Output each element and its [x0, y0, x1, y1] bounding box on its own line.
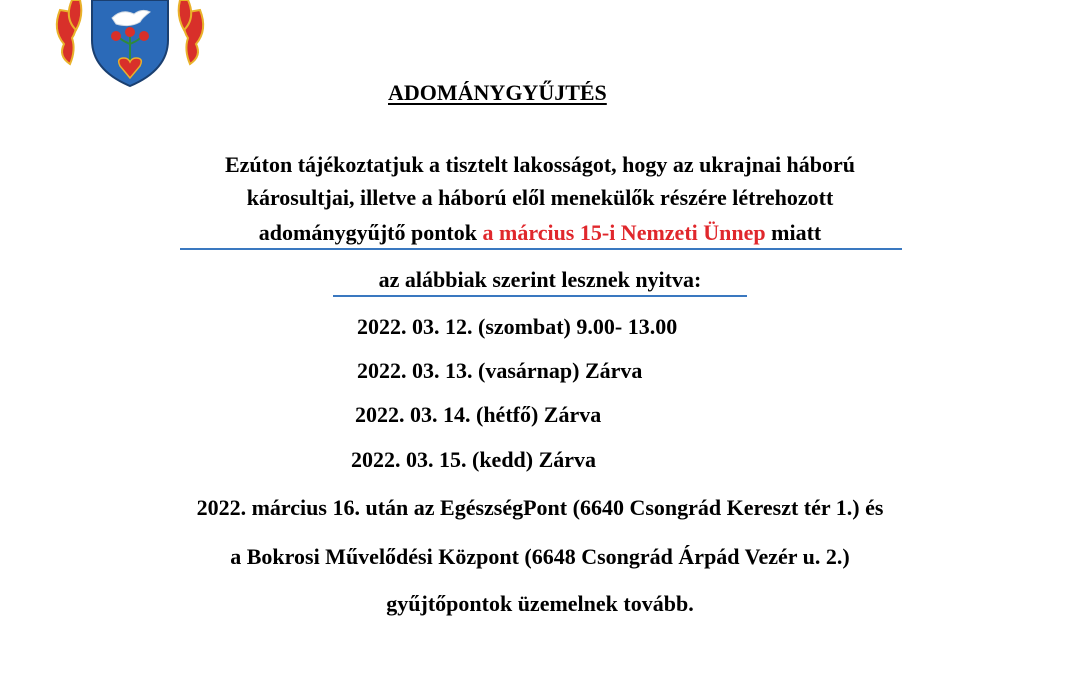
intro-line-3-start: adománygyűjtő pontok	[258, 220, 483, 245]
document-title: ADOMÁNYGYŰJTÉS	[388, 80, 607, 105]
schedule-item: 2022. 03. 15. (kedd) Zárva	[351, 447, 597, 472]
intro-line-2: károsultjai, illetve a háború elől menekülők részére létrehozott	[246, 185, 834, 210]
coat-of-arms-icon	[50, 0, 210, 90]
schedule-item: 2022. 03. 13. (vasárnap) Zárva	[357, 358, 643, 383]
intro-line-3	[0, 218, 1080, 248]
outro-line-2: a Bokrosi Művelődési Központ (6648 Csongrád Árpád Vezér u. 2.)	[230, 544, 850, 569]
schedule-item: 2022. 03. 12. (szombat) 9.00- 13.00	[357, 314, 678, 339]
schedule-item: 2022. 03. 14. (hétfő) Zárva	[355, 402, 602, 427]
blue-underline-1	[180, 248, 902, 250]
holiday-highlight: a március 15-i Nemzeti Ünnep	[482, 220, 766, 245]
outro-line-1: 2022. március 16. után az EgészségPont (6640 Csongrád Kereszt tér 1.) és	[196, 495, 884, 520]
intro-line-1: Ezúton tájékoztatjuk a tisztelt lakosságot, hogy az ukrajnai háború	[224, 152, 856, 177]
intro-line-3-end: miatt	[765, 220, 822, 245]
outro-line-3: gyűjtőpontok üzemelnek tovább.	[386, 591, 694, 616]
intro-line-4: az alábbiak szerint lesznek nyitva:	[378, 267, 702, 292]
blue-underline-2	[333, 295, 747, 297]
